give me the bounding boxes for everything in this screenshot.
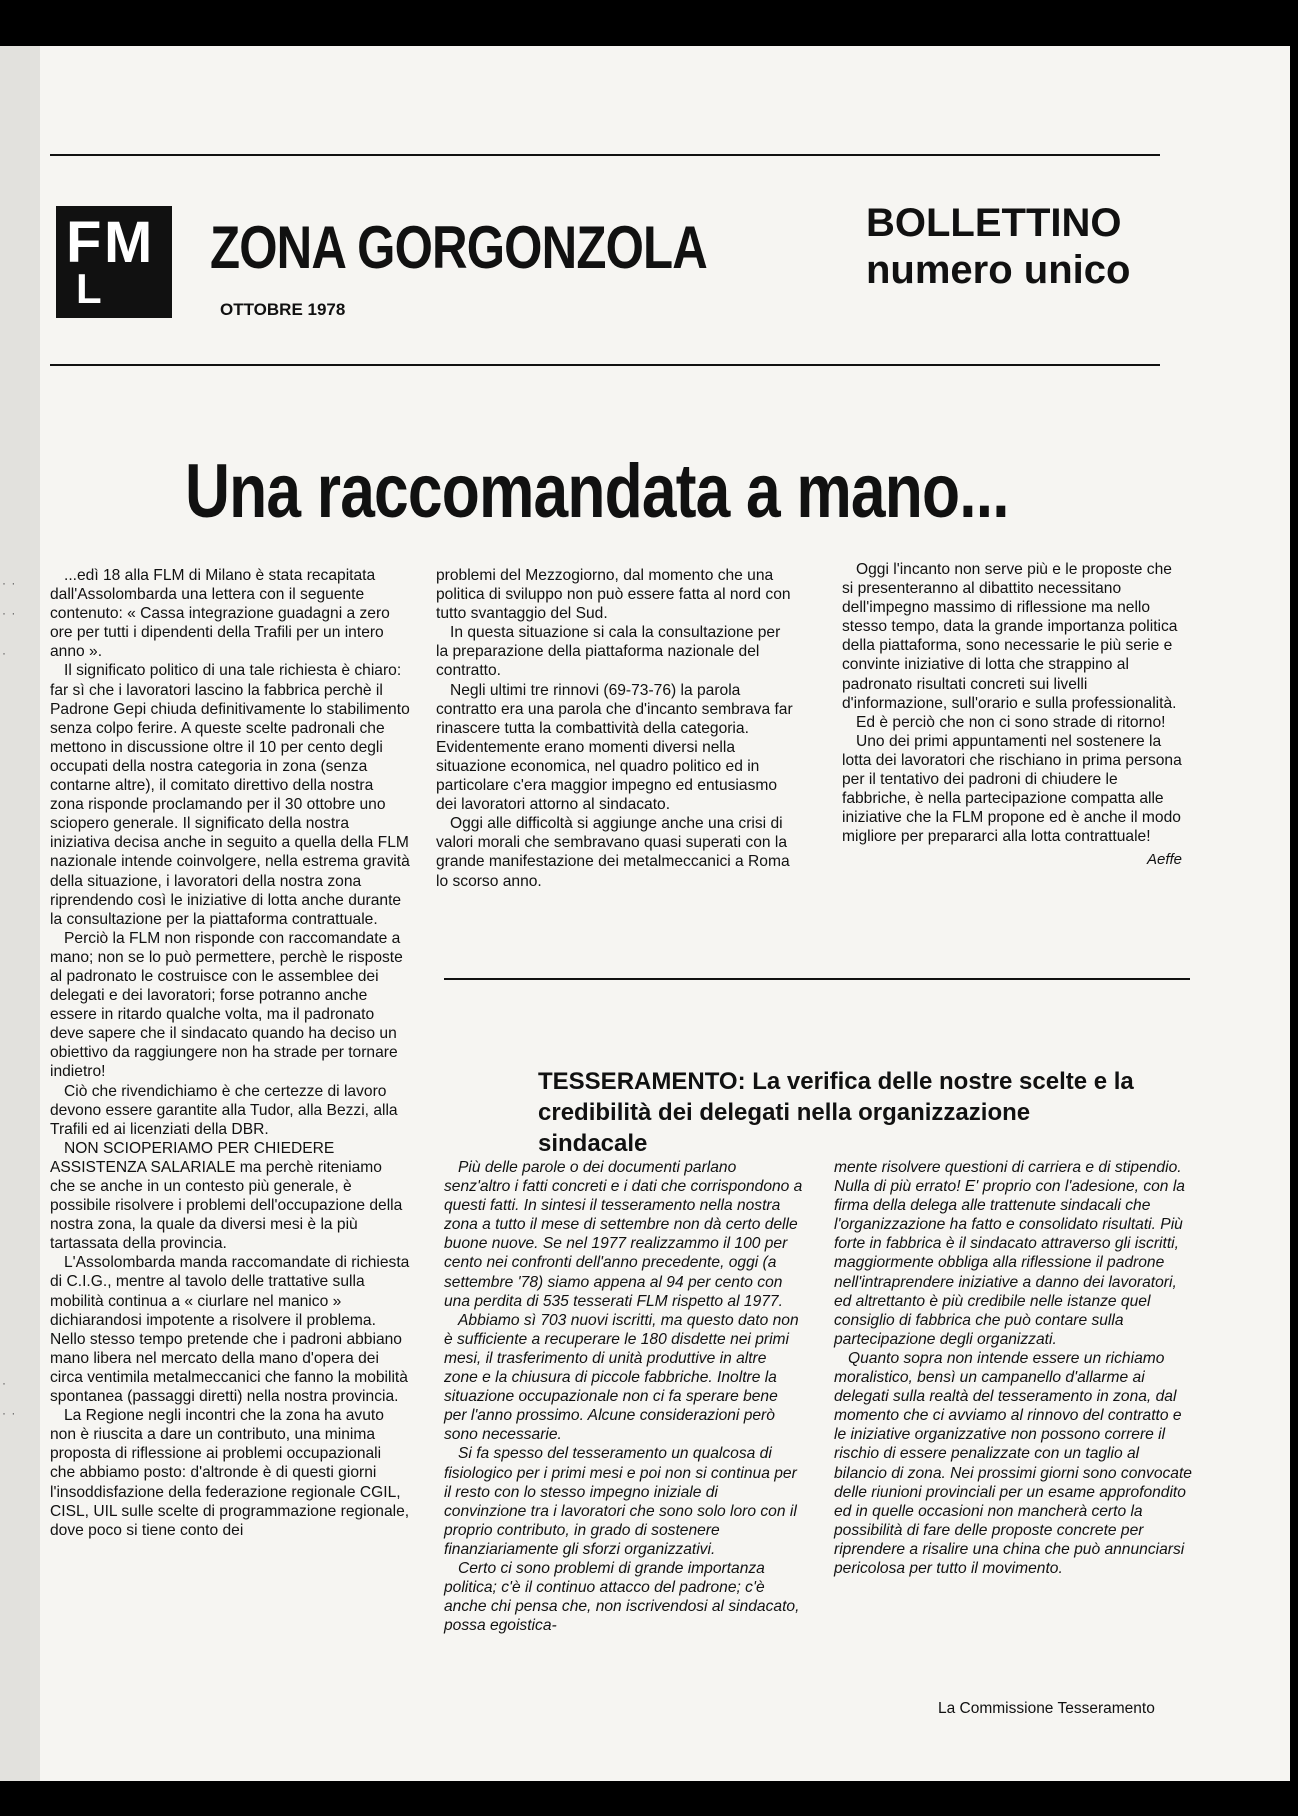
article1-column-3 <box>842 560 1182 870</box>
issue-date: OTTOBRE 1978 <box>220 300 346 319</box>
paragraph: Perciò la FLM non risponde con raccomandate a mano; non se lo può permettere, perchè le risposte al padronato le costruisce con le assemblee dei delegati e dei lavoratori; forse potranno anche essere in ritardo qualche volta, ma il padronato deve sapere che il sindacato quando ha deciso un obiettivo da raggiungere non ha strade per tornare indietro! <box>50 929 403 1081</box>
paragraph: Quanto sopra non intende essere un richiamo moralistico, bensì un campanello d'allarme ai delegati sulla realtà del tesseramento in zona, dal momento che ci avviamo al rinnovo del contratto e le iniziative organizzative non possono correre il rischio di essere penalizzate con un taglio al bilancio di zona. Nei prossimi giorni sono convocate delle riunioni provinciali per un esame approfondito ed in quelle occasioni non mancherà certo la possibilità di fare delle proposte concrete per riprendere a risalire una china che può annunciarsi pericolosa per tutto il movimento. <box>834 1349 1192 1577</box>
masthead-rule <box>50 364 1160 366</box>
paragraph: Si fa spesso del tesseramento un qualcosa di fisiologico per i primi mesi e poi non si continua per il resto con lo stesso impegno iniziale di convinzione tra i lavoratori che sono solo loro con il proprio contributo, in grado di sostenere finanziariamente gli sforzi organizzativi. <box>444 1445 797 1558</box>
bulletin-label: BOLLETTINO <box>866 201 1122 245</box>
newsletter-page <box>40 46 1290 1781</box>
article2-column-1 <box>444 1158 804 1635</box>
article1-column-1 <box>50 566 410 1540</box>
paragraph: La Regione negli incontri che la zona ha avuto non è riuscita a dare un contributo, una minima proposta di riflessione ai problemi occupazionali che abbiamo posto: d'altronde è di questi giorni l'insoddisfazione della federazione regionale CGIL, CISL, UIL sulle scelte di programmazione regionale, dove poco si tiene conto dei <box>50 1407 410 1539</box>
facing-page-edge: · · · · · · · · <box>0 46 40 1781</box>
paragraph: Ciò che rivendichiamo è che certezze di lavoro devono essere garantite alla Tudor, alla Bezzi, alla Trafili ed ai licenziati della DBR. <box>50 1082 398 1138</box>
paragraph: Oggi alle difficoltà si aggiunge anche una crisi di valori morali che sembravano quasi superati con la grande manifestazione dei metalmeccanici a Roma lo scorso anno. <box>436 815 790 890</box>
top-rule <box>50 154 1160 156</box>
commission-signature: La Commissione Tesseramento <box>938 1700 1155 1717</box>
paragraph: Ed è perciò che non ci sono strade di ritorno! <box>856 713 1166 731</box>
paragraph: Abbiamo sì 703 nuovi iscritti, ma questo dato non è sufficiente a recuperare le 180 disdette nei primi mesi, il trasferimento di unità produttive in altre zone e la chiusura di piccole fabbriche. Inoltre la situazione occupazionale non ci fa sperare bene per l'anno prossimo. Alcune considerazioni però sono necessarie. <box>444 1311 799 1444</box>
tesseramento-headline: TESSERAMENTO: La verifica delle nostre scelte e la credibilità dei delegati nella organizzazione sindacale <box>538 1068 1134 1157</box>
flm-logo: F M L <box>56 206 172 318</box>
section-rule <box>444 978 1190 980</box>
paragraph: ...edì 18 alla FLM di Milano è stata recapitata dall'Assolombarda una lettera con il seguente contenuto: « Cassa integrazione guadagni a zero ore per tutti i dipendenti della Trafili per un intero anno ». <box>50 567 390 661</box>
paragraph: Uno dei primi appuntamenti nel sostenere la lotta dei lavoratori che rischiano in prima persona per il tentativo dei padroni di chiudere le fabbriche, è nella partecipazione compatta alle iniziative che la FLM propone ed è anche il modo migliore per prepararci alla lotta contrattuale! <box>842 732 1182 846</box>
paragraph: Oggi l'incanto non serve più e le proposte che si presenteranno al dibattito necessitano dell'impegno massimo di riflessione ma nello stesso tempo, data la grande importanza politica della piattaforma, sono necessarie le più serie e convinte iniziative di lotta che strappino al padronato risultati concreti sui livelli d'informazione, sull'orario e sulla professionalità. <box>842 561 1178 712</box>
paragraph: L'Assolombarda manda raccomandate di richiesta di C.I.G., mentre al tavolo delle trattative sulla mobilità continua a « ciurlare nel manico » dichiarandosi impotente a risolvere il problema. Nello stesso tempo pretende che i padroni abbiano mano libera nel mercato della mano d'opera dei circa ventimila metalmeccanici che fanno la mobilità spontanea (passaggi diretti) nella nostra provincia. <box>50 1254 410 1406</box>
paragraph: Più delle parole o dei documenti parlano senz'altro i fatti concreti e i dati che corrispondono a questi fatti. In sintesi il tesseramento nella nostra zona a tutto il mese di settembre non dà certo delle buone nuove. Se nel 1977 realizzammo il 100 per cento nei confronti dell'anno precedente, oggi (a settembre '78) siamo appena al 94 per cento con una perdita di 535 tesserati FLM rispetto al 1977. <box>444 1159 803 1310</box>
paragraph: Il significato politico di una tale richiesta è chiaro: far sì che i lavoratori lascino la fabbrica perchè il Padrone Gepi chiuda definitivamente lo stabilimento senza colpo ferire. A queste scelte padronali che mettono in discussione oltre il 10 per cento degli occupati della nostra categoria in zona (senza contarne altre), il comitato direttivo della nostra zona risponde proclamando per il 30 ottobre uno sciopero generale. Il significato della nostra iniziativa decisa anche in seguito a quella della FLM nazionale intende coinvolgere, nella estrema gravità della situazione, i lavoratori della nostra zona riprendendo così le iniziative di lotta anche durante la consultazione per la piattaforma contrattuale. <box>50 662 410 928</box>
paragraph: NON SCIOPERIAMO PER CHIEDERE ASSISTENZA SALARIALE ma perchè riteniamo che se anche in un contesto più generale, è possibile risolvere i problemi dell'occupazione della nostra zona, la quale da diversi mesi è la più tartassata della provincia. <box>50 1139 403 1253</box>
paragraph: Certo ci sono problemi di grande importanza politica; c'è il continuo attacco del padrone; c'è anche chi pensa che, non iscrivendosi al sindacato, possa egoistica- <box>444 1559 800 1635</box>
article1-column-2 <box>436 566 794 891</box>
zone-title: ZONA GORGONZOLA <box>210 214 707 281</box>
author-signature: Aeffe <box>1146 851 1182 869</box>
paragraph: In questa situazione si cala la consultazione per la preparazione della piattaforma nazionale del contratto. <box>436 624 781 680</box>
paragraph: mente risolvere questioni di carriera e di stipendio. Nulla di più errato! E' proprio con l'adesione, con la firma della delega alle trattenute sindacali che l'organizzazione ha fatto e consolidato risultati. Più forte in fabbrica è il sindacato attraverso gli iscritti, maggiormente obbliga alla riflessione il padrone nell'intraprendere iniziative a danno dei lavoratori, ed altrettanto è più credibile nelle istanze quel consiglio di fabbrica che può contare sulla partecipazione degli organizzati. <box>834 1159 1185 1348</box>
bulletin-subtitle: numero unico <box>866 248 1131 292</box>
article2-column-2 <box>834 1158 1192 1578</box>
paragraph: problemi del Mezzogiorno, dal momento che una politica di sviluppo non può essere fatta al nord con tutto svantaggio del Sud. <box>436 567 791 623</box>
article-headline: Una raccomandata a mano... <box>185 449 1009 534</box>
paragraph: Negli ultimi tre rinnovi (69-73-76) la parola contratto era una parola che d'incanto sembrava far rinascere tutta la combattività della categoria. Evidentemente erano momenti diversi nella situazione economica, nel quadro politico ed in particolare c'era maggior impegno ed entusiasmo dei lavoratori attorno al sindacato. <box>436 681 793 814</box>
